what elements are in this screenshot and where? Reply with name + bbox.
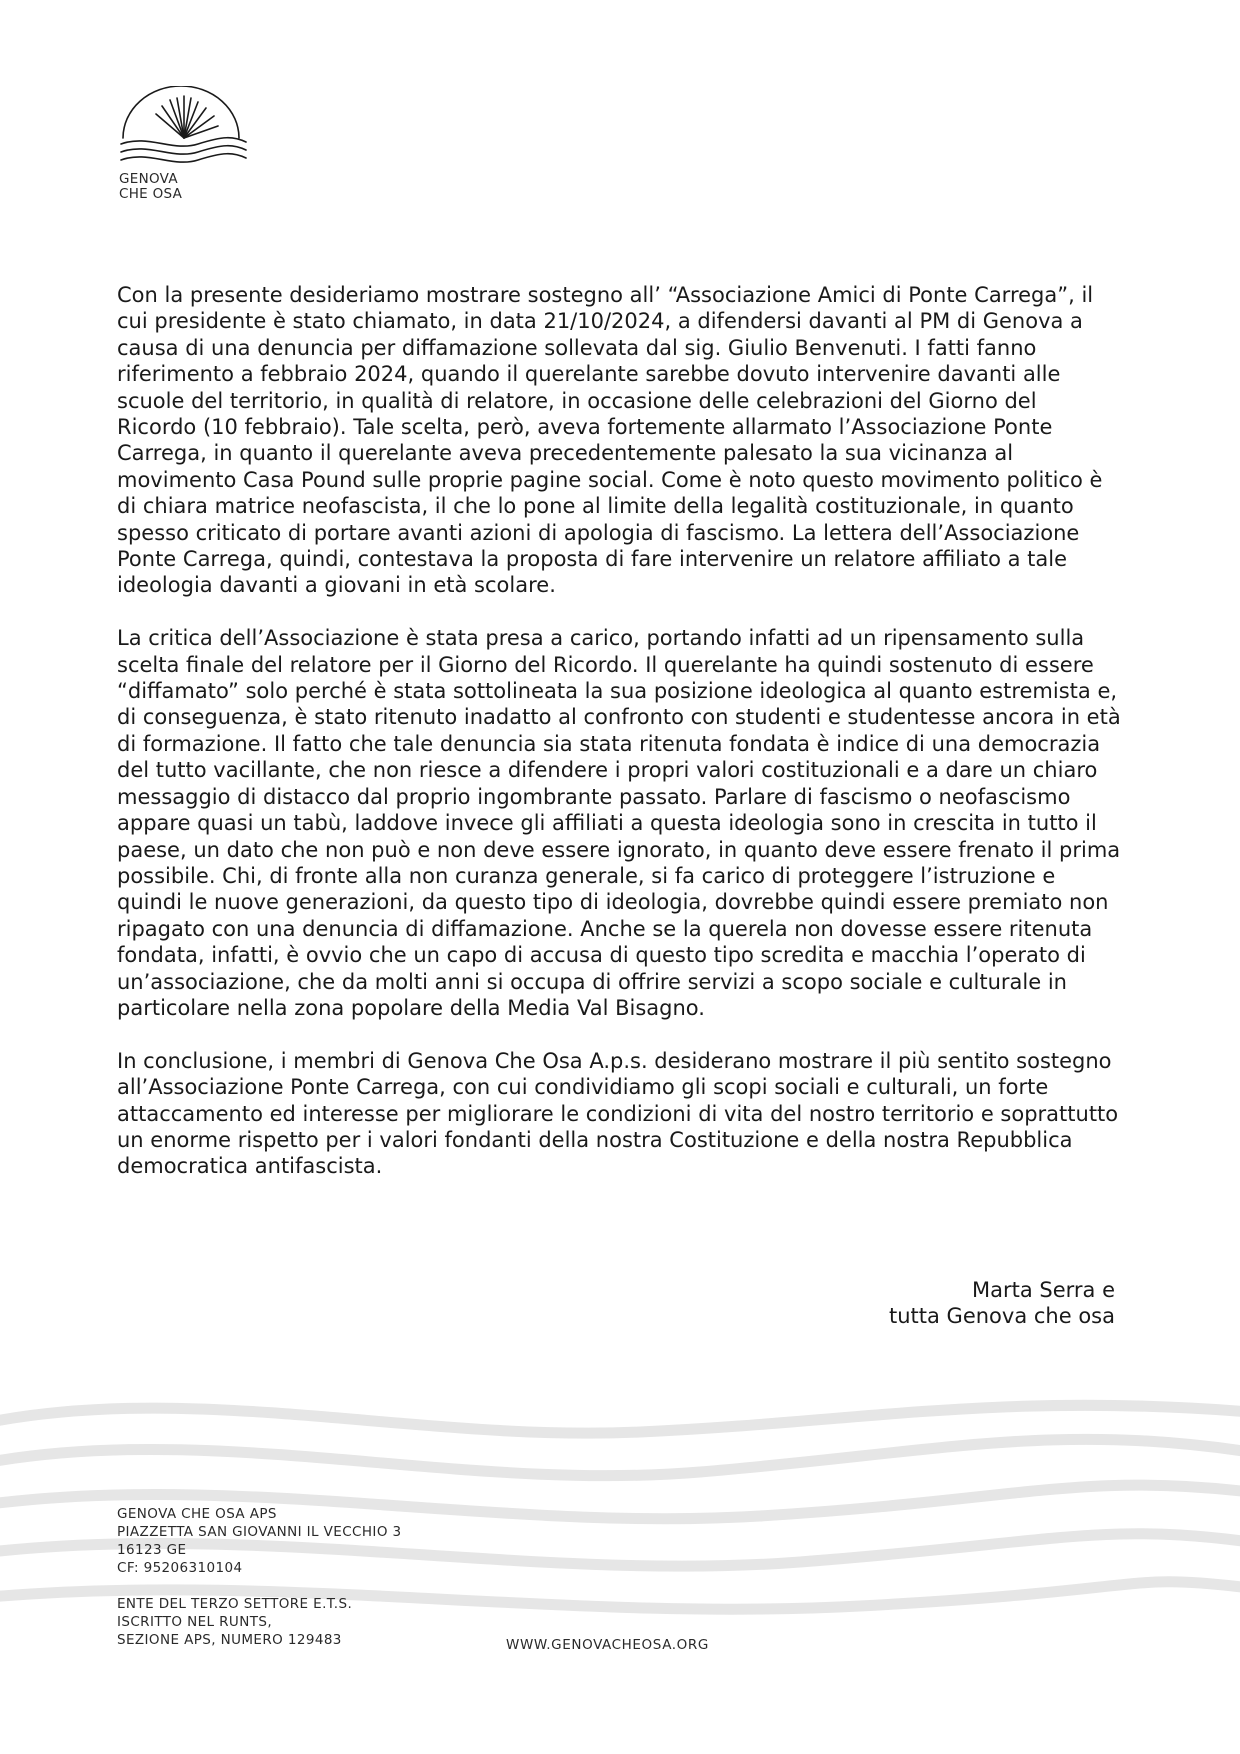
footer-ets-line: SEZIONE APS, NUMERO 129483: [117, 1632, 342, 1648]
logo-text: [119, 172, 254, 202]
logo-text-line1: GENOVA: [119, 171, 178, 187]
signature-line1: Marta Serra e: [971, 1278, 1115, 1302]
signature-line2: tutta Genova che osa: [889, 1304, 1115, 1329]
paragraph-1: Con la presente desideriamo mostrare sostegno all’ “Associazione Amici di Ponte Carrega”, il cui presidente è stato chiamato, in data 21/10/2024, a difendersi davanti al PM di Genova a causa di una denuncia per diffamazione sollevata dal sig. Giulio Benvenuti. I fatti fanno riferimento a febbraio 2024, quando il querelante sarebbe dovuto intervenire davanti alle scuole del territorio, in qualità di relatore, in occasione delle celebrazioni del Giorno del Ricordo (10 febbraio). Tale scelta, però, aveva fortemente allarmato l’Associazione Ponte Carrega, in quanto il querelante aveva precedentemente palesato la sua vicinanza al movimento Casa Pound sulle proprie pagine social. Come è noto questo movimento politico è di chiara matrice neofascista, il che lo pone al limite della legalità costituzionale, in quanto spesso criticato di portare avanti azioni di apologia di fascismo. La lettera dell’Associazione Ponte Carrega, quindi, contestava la proposta di fare intervenire un relatore affiliato a tale ideologia davanti a giovani in età scolare.: [117, 283, 1103, 598]
footer-org-line: 16123 GE: [117, 1542, 187, 1558]
signature: [889, 1277, 1115, 1330]
footer-org-line: GENOVA CHE OSA APS: [117, 1506, 277, 1522]
logo-text-line2: CHE OSA: [119, 186, 183, 202]
footer-ets-line: ISCRITTO NEL RUNTS,: [117, 1614, 273, 1630]
paragraph-3: In conclusione, i membri di Genova Che Osa A.p.s. desiderano mostrare il più sentito sostegno all’Associazione Ponte Carrega, con cui condividiamo gli scopi sociali e culturali, un forte attaccamento ed interesse per migliorare le condizioni di vita del nostro territorio e soprattutto un enorme rispetto per i valori fondanti della nostra Costituzione e della nostra Repubblica democratica antifascista.: [117, 1048, 1119, 1179]
footer-address: [117, 1505, 402, 1649]
sun-waves-logo-icon: [118, 86, 250, 170]
letter-body: [117, 282, 1122, 1206]
footer-org-line: CF: 95206310104: [117, 1560, 243, 1576]
footer-website-link[interactable]: WWW.GENOVACHEOSA.ORG: [506, 1637, 709, 1653]
logo: [118, 86, 254, 202]
footer-org-line: PIAZZETTA SAN GIOVANNI IL VECCHIO 3: [117, 1524, 402, 1540]
footer-ets-line: ENTE DEL TERZO SETTORE E.T.S.: [117, 1596, 353, 1612]
paragraph-2: La critica dell’Associazione è stata presa a carico, portando infatti ad un ripensamento sulla scelta finale del relatore per il Giorno del Ricordo. Il querelante ha quindi sostenuto di essere “diffamato” solo perché è stata sottolineata la sua posizione ideologica al quanto estremista e, di conseguenza, è stato ritenuto inadatto al confronto con studenti e studentesse ancora in età di formazione. Il fatto che tale denuncia sia stata ritenuta fondata è indice di una democrazia del tutto vacillante, che non riesce a difendere i propri valori costituzionali e a dare un chiaro messaggio di distacco dal proprio ingombrante passato. Parlare di fascismo o neofascismo appare quasi un tabù, laddove invece gli affiliati a questa ideologia sono in crescita in tutto il paese, un dato che non può e non deve essere ignorato, in quanto deve essere frenato il prima possibile. Chi, di fronte alla non curanza generale, si fa carico di proteggere l’istruzione e quindi le nuove generazioni, da questo tipo di ideologia, dovrebbe quindi essere premiato non ripagato con una denuncia di diffamazione. Anche se la querela non dovesse essere ritenuta fondata, infatti, è ovvio che un capo di accusa di questo tipo scredita e macchia l’operato di un’associazione, che da molti anni si occupa di offrire servizi a scopo sociale e culturale in particolare nella zona popolare della Media Val Bisagno.: [117, 626, 1121, 1020]
